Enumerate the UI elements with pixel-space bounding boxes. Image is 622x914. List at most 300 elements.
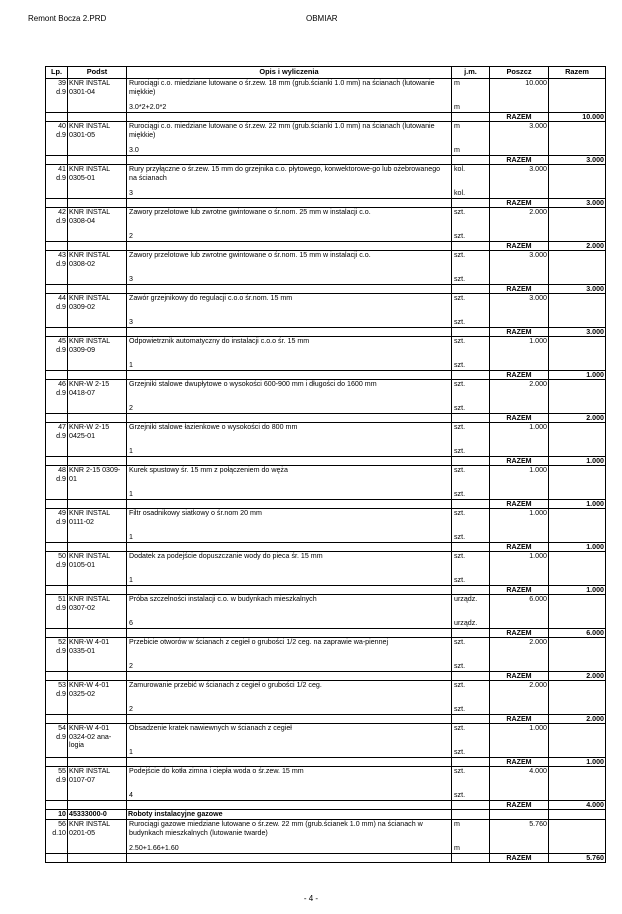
row-lp bbox=[46, 552, 68, 586]
row-partial-value: 1.000 bbox=[490, 466, 549, 500]
row-chapter: d.9 bbox=[56, 560, 66, 569]
row-total-empty bbox=[549, 337, 606, 371]
header-file-name: Remont Bocza 2.PRD bbox=[28, 14, 107, 23]
razem-blank bbox=[46, 328, 68, 337]
row-description-cell bbox=[127, 79, 452, 113]
razem-blank bbox=[452, 586, 490, 595]
row-number: 48 bbox=[58, 466, 66, 474]
row-unit-calc: szt. bbox=[454, 447, 466, 456]
razem-value: 3.000 bbox=[549, 199, 606, 208]
row-lp bbox=[46, 294, 68, 328]
razem-row bbox=[46, 113, 606, 122]
row-partial-value: 2.000 bbox=[490, 208, 549, 242]
razem-blank bbox=[46, 758, 68, 767]
row-lp bbox=[46, 380, 68, 414]
razem-blank bbox=[452, 629, 490, 638]
razem-blank bbox=[127, 414, 452, 423]
razem-row bbox=[46, 672, 606, 681]
section-blank bbox=[452, 810, 490, 820]
razem-blank bbox=[127, 629, 452, 638]
row-basis: KNR 2-15 0309-01 bbox=[68, 466, 127, 500]
razem-blank bbox=[452, 242, 490, 251]
row-calculation: 1 bbox=[129, 533, 133, 542]
razem-label: RAZEM bbox=[490, 285, 549, 294]
row-lp bbox=[46, 638, 68, 672]
row-unit-calc: szt. bbox=[454, 404, 466, 413]
row-calculation: 3.0 bbox=[129, 146, 139, 155]
row-calculation: 3 bbox=[129, 189, 133, 198]
row-total-empty bbox=[549, 509, 606, 543]
razem-label: RAZEM bbox=[490, 672, 549, 681]
row-partial-value: 2.000 bbox=[490, 681, 549, 715]
row-unit-cell bbox=[452, 165, 490, 199]
row-unit: szt. bbox=[454, 251, 466, 259]
row-description: Próba szczelności instalacji c.o. w budynkach mieszkalnych bbox=[129, 595, 317, 603]
row-calculation: 3.0*2+2.0*2 bbox=[129, 103, 167, 112]
razem-label: RAZEM bbox=[490, 543, 549, 552]
razem-blank bbox=[68, 285, 127, 294]
row-lp bbox=[46, 251, 68, 285]
razem-value: 3.000 bbox=[549, 285, 606, 294]
row-calculation: 3 bbox=[129, 275, 133, 284]
razem-row bbox=[46, 500, 606, 509]
row-unit-calc: szt. bbox=[454, 748, 466, 757]
razem-label: RAZEM bbox=[490, 457, 549, 466]
row-number: 56 bbox=[58, 820, 66, 828]
row-basis: KNR INSTAL 0301-04 bbox=[68, 79, 127, 113]
razem-blank bbox=[68, 715, 127, 724]
razem-blank bbox=[68, 242, 127, 251]
row-number: 50 bbox=[58, 552, 66, 560]
table-row bbox=[46, 724, 606, 758]
table-row bbox=[46, 251, 606, 285]
razem-row bbox=[46, 285, 606, 294]
row-chapter: d.10 bbox=[52, 828, 66, 837]
row-partial-value: 5.760 bbox=[490, 820, 549, 854]
razem-blank bbox=[127, 672, 452, 681]
row-calculation: 3 bbox=[129, 318, 133, 327]
row-total-empty bbox=[549, 208, 606, 242]
razem-blank bbox=[452, 715, 490, 724]
row-basis: KNR INSTAL 0301-05 bbox=[68, 122, 127, 156]
razem-value: 3.000 bbox=[549, 328, 606, 337]
row-chapter: d.9 bbox=[56, 173, 66, 182]
row-unit-cell bbox=[452, 595, 490, 629]
razem-blank bbox=[46, 672, 68, 681]
razem-row bbox=[46, 156, 606, 165]
row-unit: m bbox=[454, 122, 460, 130]
razem-blank bbox=[68, 414, 127, 423]
razem-blank bbox=[452, 285, 490, 294]
row-description-cell bbox=[127, 466, 452, 500]
razem-row bbox=[46, 242, 606, 251]
row-unit: szt. bbox=[454, 552, 466, 560]
table-row bbox=[46, 79, 606, 113]
row-partial-value: 1.000 bbox=[490, 552, 549, 586]
row-total-empty bbox=[549, 423, 606, 457]
razem-row bbox=[46, 371, 606, 380]
row-basis: KNR INSTAL 0107-07 bbox=[68, 767, 127, 801]
razem-blank bbox=[127, 854, 452, 863]
col-header-opis: Opis i wyliczenia bbox=[127, 67, 452, 79]
row-lp bbox=[46, 724, 68, 758]
row-lp bbox=[46, 165, 68, 199]
row-unit-calc: kol. bbox=[454, 189, 466, 198]
row-basis: KNR INSTAL 0308-02 bbox=[68, 251, 127, 285]
row-calculation: 1 bbox=[129, 748, 133, 757]
row-unit-cell bbox=[452, 337, 490, 371]
razem-blank bbox=[46, 500, 68, 509]
table-row bbox=[46, 294, 606, 328]
row-partial-value: 3.000 bbox=[490, 294, 549, 328]
row-chapter: d.9 bbox=[56, 431, 66, 440]
row-chapter: d.9 bbox=[56, 345, 66, 354]
razem-blank bbox=[127, 543, 452, 552]
razem-value: 1.000 bbox=[549, 457, 606, 466]
row-chapter: d.9 bbox=[56, 474, 66, 483]
col-header-poszcz: Poszcz bbox=[490, 67, 549, 79]
table-header-row bbox=[46, 67, 606, 79]
row-total-empty bbox=[549, 251, 606, 285]
razem-row bbox=[46, 854, 606, 863]
razem-value: 1.000 bbox=[549, 500, 606, 509]
razem-blank bbox=[68, 500, 127, 509]
row-partial-value: 10.000 bbox=[490, 79, 549, 113]
razem-label: RAZEM bbox=[490, 715, 549, 724]
row-description-cell bbox=[127, 638, 452, 672]
razem-blank bbox=[127, 113, 452, 122]
table-row bbox=[46, 638, 606, 672]
row-calculation: 1 bbox=[129, 490, 133, 499]
row-calculation: 1 bbox=[129, 576, 133, 585]
row-unit: szt. bbox=[454, 380, 466, 388]
row-number: 55 bbox=[58, 767, 66, 775]
razem-blank bbox=[68, 854, 127, 863]
row-description-cell bbox=[127, 595, 452, 629]
row-unit-cell bbox=[452, 423, 490, 457]
row-unit-calc: m bbox=[454, 844, 460, 853]
row-chapter: d.9 bbox=[56, 388, 66, 397]
row-unit-calc: szt. bbox=[454, 490, 466, 499]
row-description-cell bbox=[127, 251, 452, 285]
razem-label: RAZEM bbox=[490, 854, 549, 863]
row-chapter: d.9 bbox=[56, 302, 66, 311]
row-unit-cell bbox=[452, 724, 490, 758]
row-description-cell bbox=[127, 724, 452, 758]
row-unit: urządz. bbox=[454, 595, 478, 603]
measurement-table bbox=[45, 66, 606, 863]
row-unit-calc: szt. bbox=[454, 533, 466, 542]
table-row bbox=[46, 380, 606, 414]
row-description-cell bbox=[127, 820, 452, 854]
row-unit-calc: m bbox=[454, 103, 460, 112]
row-lp bbox=[46, 337, 68, 371]
razem-blank bbox=[127, 242, 452, 251]
row-lp bbox=[46, 767, 68, 801]
razem-blank bbox=[68, 586, 127, 595]
razem-blank bbox=[127, 199, 452, 208]
razem-blank bbox=[452, 672, 490, 681]
row-partial-value: 1.000 bbox=[490, 509, 549, 543]
row-total-empty bbox=[549, 122, 606, 156]
row-description: Przebicie otworów w ścianach z cegieł o grubości 1/2 ceg. na zaprawie wa-piennej bbox=[129, 638, 389, 646]
row-basis: KNR INSTAL 0111-02 bbox=[68, 509, 127, 543]
row-total-empty bbox=[549, 466, 606, 500]
row-unit-calc: szt. bbox=[454, 232, 466, 241]
razem-blank bbox=[46, 801, 68, 810]
row-number: 53 bbox=[58, 681, 66, 689]
row-unit-cell bbox=[452, 638, 490, 672]
row-number: 42 bbox=[58, 208, 66, 216]
razem-value: 1.000 bbox=[549, 758, 606, 767]
row-number: 46 bbox=[58, 380, 66, 388]
row-total-empty bbox=[549, 681, 606, 715]
row-basis: KNR INSTAL 0201-05 bbox=[68, 820, 127, 854]
razem-label: RAZEM bbox=[490, 156, 549, 165]
row-unit: szt. bbox=[454, 638, 466, 646]
table-row bbox=[46, 681, 606, 715]
row-total-empty bbox=[549, 595, 606, 629]
razem-blank bbox=[46, 457, 68, 466]
razem-row bbox=[46, 629, 606, 638]
razem-label: RAZEM bbox=[490, 328, 549, 337]
razem-blank bbox=[127, 715, 452, 724]
row-number: 52 bbox=[58, 638, 66, 646]
row-unit-cell bbox=[452, 251, 490, 285]
row-basis: KNR INSTAL 0105-01 bbox=[68, 552, 127, 586]
row-calculation: 4 bbox=[129, 791, 133, 800]
row-description: Zawory przelotowe lub zwrotne gwintowane o śr.nom. 25 mm w instalacji c.o. bbox=[129, 208, 371, 216]
razem-blank bbox=[46, 156, 68, 165]
row-unit: szt. bbox=[454, 509, 466, 517]
row-chapter: d.9 bbox=[56, 689, 66, 698]
table-row bbox=[46, 552, 606, 586]
row-unit-cell bbox=[452, 79, 490, 113]
razem-label: RAZEM bbox=[490, 371, 549, 380]
row-description: Obsadzenie kratek nawiewnych w ścianach z cegieł bbox=[129, 724, 292, 732]
razem-row bbox=[46, 328, 606, 337]
col-header-podst: Podst bbox=[68, 67, 127, 79]
table-row bbox=[46, 595, 606, 629]
razem-value: 1.000 bbox=[549, 371, 606, 380]
razem-label: RAZEM bbox=[490, 758, 549, 767]
table-row bbox=[46, 820, 606, 854]
razem-label: RAZEM bbox=[490, 500, 549, 509]
row-unit-calc: urządz. bbox=[454, 619, 478, 628]
razem-blank bbox=[452, 543, 490, 552]
razem-blank bbox=[46, 285, 68, 294]
razem-blank bbox=[68, 328, 127, 337]
row-partial-value: 1.000 bbox=[490, 724, 549, 758]
row-description: Dodatek za podejście dopuszczanie wody do pieca śr. 15 mm bbox=[129, 552, 323, 560]
col-header-lp: Lp. bbox=[46, 67, 68, 79]
row-unit: m bbox=[454, 820, 460, 828]
row-number: 44 bbox=[58, 294, 66, 302]
row-description: Zawory przelotowe lub zwrotne gwintowane o śr.nom. 15 mm w instalacji c.o. bbox=[129, 251, 371, 259]
razem-row bbox=[46, 758, 606, 767]
row-chapter: d.9 bbox=[56, 259, 66, 268]
table-row bbox=[46, 165, 606, 199]
row-basis: KNR-W 2-15 0425-01 bbox=[68, 423, 127, 457]
row-total-empty bbox=[549, 79, 606, 113]
row-unit-calc: szt. bbox=[454, 275, 466, 284]
row-basis: KNR INSTAL 0305-01 bbox=[68, 165, 127, 199]
row-calculation: 2.50+1.66+1.60 bbox=[129, 844, 179, 853]
razem-value: 2.000 bbox=[549, 715, 606, 724]
row-lp bbox=[46, 595, 68, 629]
razem-blank bbox=[127, 156, 452, 165]
section-code: 45333000-0 bbox=[68, 810, 127, 820]
row-unit-cell bbox=[452, 820, 490, 854]
row-unit: szt. bbox=[454, 681, 466, 689]
row-number: 39 bbox=[58, 79, 66, 87]
row-lp bbox=[46, 79, 68, 113]
row-lp bbox=[46, 820, 68, 854]
razem-blank bbox=[68, 156, 127, 165]
razem-value: 1.000 bbox=[549, 543, 606, 552]
row-unit-cell bbox=[452, 552, 490, 586]
row-number: 43 bbox=[58, 251, 66, 259]
table-row bbox=[46, 509, 606, 543]
razem-blank bbox=[46, 854, 68, 863]
row-partial-value: 1.000 bbox=[490, 423, 549, 457]
row-chapter: d.9 bbox=[56, 775, 66, 784]
razem-blank bbox=[452, 801, 490, 810]
row-unit-cell bbox=[452, 466, 490, 500]
row-unit-cell bbox=[452, 681, 490, 715]
razem-blank bbox=[452, 457, 490, 466]
row-unit: szt. bbox=[454, 294, 466, 302]
razem-blank bbox=[127, 801, 452, 810]
razem-row bbox=[46, 199, 606, 208]
row-unit: szt. bbox=[454, 337, 466, 345]
row-total-empty bbox=[549, 552, 606, 586]
row-description-cell bbox=[127, 294, 452, 328]
razem-blank bbox=[127, 500, 452, 509]
row-unit: szt. bbox=[454, 724, 466, 732]
row-partial-value: 2.000 bbox=[490, 380, 549, 414]
col-header-razem: Razem bbox=[549, 67, 606, 79]
row-unit: szt. bbox=[454, 466, 466, 474]
razem-blank bbox=[68, 629, 127, 638]
razem-label: RAZEM bbox=[490, 113, 549, 122]
row-number: 51 bbox=[58, 595, 66, 603]
row-partial-value: 3.000 bbox=[490, 122, 549, 156]
razem-blank bbox=[452, 500, 490, 509]
row-partial-value: 4.000 bbox=[490, 767, 549, 801]
razem-label: RAZEM bbox=[490, 414, 549, 423]
row-basis: KNR INSTAL 0307-02 bbox=[68, 595, 127, 629]
row-number: 45 bbox=[58, 337, 66, 345]
razem-blank bbox=[452, 156, 490, 165]
row-total-empty bbox=[549, 294, 606, 328]
row-basis: KNR-W 2-15 0418-07 bbox=[68, 380, 127, 414]
row-basis: KNR-W 4-01 0335-01 bbox=[68, 638, 127, 672]
razem-blank bbox=[452, 414, 490, 423]
razem-value: 2.000 bbox=[549, 242, 606, 251]
row-chapter: d.9 bbox=[56, 646, 66, 655]
razem-row bbox=[46, 543, 606, 552]
row-description: Rurociągi c.o. miedziane lutowane o śr.zew. 22 mm (grub.ścianki 1.0 mm) na ścianach (lutowanie miękkie) bbox=[129, 122, 435, 139]
row-lp bbox=[46, 681, 68, 715]
razem-value: 2.000 bbox=[549, 414, 606, 423]
razem-blank bbox=[46, 113, 68, 122]
razem-value: 5.760 bbox=[549, 854, 606, 863]
row-calculation: 6 bbox=[129, 619, 133, 628]
row-unit-calc: szt. bbox=[454, 791, 466, 800]
row-unit-cell bbox=[452, 767, 490, 801]
razem-blank bbox=[452, 854, 490, 863]
row-number: 49 bbox=[58, 509, 66, 517]
row-total-empty bbox=[549, 767, 606, 801]
row-unit-cell bbox=[452, 208, 490, 242]
razem-blank bbox=[127, 586, 452, 595]
razem-value: 2.000 bbox=[549, 672, 606, 681]
row-chapter: d.9 bbox=[56, 517, 66, 526]
row-calculation: 2 bbox=[129, 705, 133, 714]
section-title: Roboty instalacyjne gazowe bbox=[127, 810, 452, 820]
row-basis: KNR INSTAL 0308-04 bbox=[68, 208, 127, 242]
razem-blank bbox=[127, 758, 452, 767]
row-total-empty bbox=[549, 724, 606, 758]
table-row bbox=[46, 122, 606, 156]
razem-blank bbox=[127, 457, 452, 466]
row-chapter: d.9 bbox=[56, 87, 66, 96]
row-total-empty bbox=[549, 380, 606, 414]
section-blank bbox=[490, 810, 549, 820]
row-unit-calc: m bbox=[454, 146, 460, 155]
row-chapter: d.9 bbox=[56, 216, 66, 225]
col-header-jm: j.m. bbox=[452, 67, 490, 79]
row-basis: KNR-W 4-01 0325-02 bbox=[68, 681, 127, 715]
row-description-cell bbox=[127, 208, 452, 242]
row-number: 40 bbox=[58, 122, 66, 130]
razem-blank bbox=[127, 285, 452, 294]
razem-label: RAZEM bbox=[490, 199, 549, 208]
razem-blank bbox=[46, 543, 68, 552]
row-partial-value: 6.000 bbox=[490, 595, 549, 629]
row-chapter: d.9 bbox=[56, 130, 66, 139]
section-row bbox=[46, 810, 606, 820]
razem-blank bbox=[46, 586, 68, 595]
row-unit-cell bbox=[452, 380, 490, 414]
razem-blank bbox=[68, 457, 127, 466]
row-description: Podejście do kotła zimna i ciepła woda o śr.zew. 15 mm bbox=[129, 767, 304, 775]
razem-value: 1.000 bbox=[549, 586, 606, 595]
razem-blank bbox=[127, 328, 452, 337]
header-document-type: OBMIAR bbox=[306, 14, 338, 23]
row-unit: kol. bbox=[454, 165, 466, 173]
row-lp bbox=[46, 208, 68, 242]
row-description: Rurociągi gazowe miedziane lutowane o śr.zew. 22 mm (grub.ścianek 1.0 mm) na ścianach w budynkach mieszkalnych (lutowanie twarde) bbox=[129, 820, 423, 837]
row-lp bbox=[46, 122, 68, 156]
row-description: Filtr osadnikowy siatkowy o śr.nom 20 mm bbox=[129, 509, 262, 517]
row-total-empty bbox=[549, 165, 606, 199]
razem-blank bbox=[452, 328, 490, 337]
row-calculation: 1 bbox=[129, 361, 133, 370]
row-chapter: d.9 bbox=[56, 603, 66, 612]
table-row bbox=[46, 337, 606, 371]
row-description-cell bbox=[127, 423, 452, 457]
row-description: Zawór grzejnikowy do regulacji c.o.o śr.nom. 15 mm bbox=[129, 294, 293, 302]
razem-blank bbox=[68, 199, 127, 208]
row-description-cell bbox=[127, 767, 452, 801]
table-row bbox=[46, 767, 606, 801]
row-unit-calc: szt. bbox=[454, 318, 466, 327]
razem-blank bbox=[452, 758, 490, 767]
table-row bbox=[46, 466, 606, 500]
section-number: 10 bbox=[46, 810, 68, 820]
